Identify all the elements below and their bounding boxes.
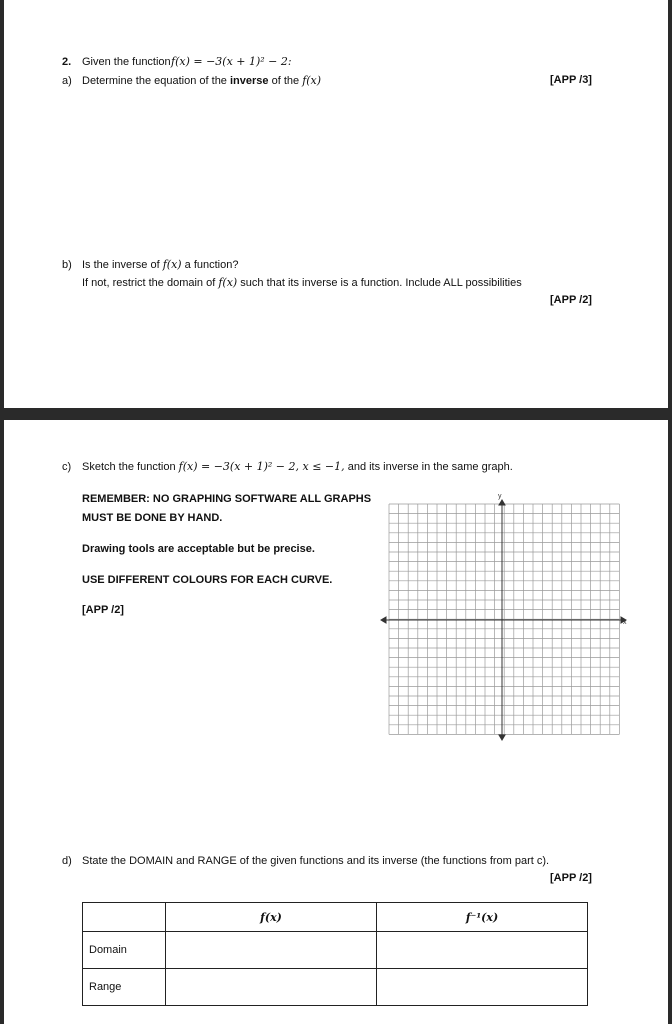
x-axis-label: x xyxy=(623,619,627,626)
domain-range-table xyxy=(82,902,588,1006)
header-fx: f(x) xyxy=(166,903,377,932)
remember-note-line1: REMEMBER: NO GRAPHING SOFTWARE ALL GRAPHS xyxy=(82,493,372,505)
part-a-label: a) xyxy=(62,75,72,87)
y-axis-arrow-down xyxy=(499,735,505,740)
question-number: 2. xyxy=(62,56,72,68)
row-label-domain: Domain xyxy=(83,932,166,969)
domain-fx-answer-cell[interactable] xyxy=(166,932,377,969)
table-header-empty xyxy=(83,903,166,932)
part-b-line2: If not, restrict the domain of f(x) such that its inverse is a function. Include ALL possibilities xyxy=(82,276,522,289)
row-label-range: Range xyxy=(83,969,166,1006)
range-fx-answer-cell[interactable] xyxy=(166,969,377,1006)
worksheet-page-1 xyxy=(4,0,668,408)
part-c-text: Sketch the function f(x) = −3(x + 1)² − 2, x ≤ −1, and its inverse in the same graph. xyxy=(82,460,513,473)
range-f-inverse-answer-cell[interactable] xyxy=(377,969,588,1006)
part-b-label: b) xyxy=(62,259,72,271)
part-d-marks: [APP /2] xyxy=(550,872,592,884)
table-row xyxy=(83,932,588,969)
part-d-text: State the DOMAIN and RANGE of the given functions and its inverse (the functions from part c). xyxy=(82,855,550,867)
part-b-line1: Is the inverse of f(x) a function? xyxy=(82,258,239,271)
part-a-text: Determine the equation of the inverse of the f(x) xyxy=(82,74,322,87)
part-a-marks: [APP /3] xyxy=(550,74,592,86)
part-c-label: c) xyxy=(62,461,72,473)
domain-f-inverse-answer-cell[interactable] xyxy=(377,932,588,969)
header-f-inverse: f⁻¹(x) xyxy=(377,903,588,932)
table-row xyxy=(83,969,588,1006)
remember-note-line2: MUST BE DONE BY HAND. xyxy=(82,512,223,524)
blank-graph-grid[interactable] xyxy=(379,492,629,744)
colours-note: USE DIFFERENT COLOURS FOR EACH CURVE. xyxy=(82,574,333,586)
part-c-marks: [APP /2] xyxy=(82,604,124,616)
y-axis-label: y xyxy=(498,493,502,500)
worksheet-page-2 xyxy=(4,420,668,1024)
drawing-tools-note: Drawing tools are acceptable but be precise. xyxy=(82,543,315,555)
table-header-row xyxy=(83,903,588,932)
part-b-marks: [APP /2] xyxy=(550,294,592,306)
x-axis-arrow-left xyxy=(381,617,386,623)
question-intro: Given the function xyxy=(82,56,171,68)
question-function: f(x) = −3(x + 1)² − 2: xyxy=(171,55,292,68)
y-axis-arrow-up xyxy=(499,500,505,505)
part-d-label: d) xyxy=(62,855,72,867)
